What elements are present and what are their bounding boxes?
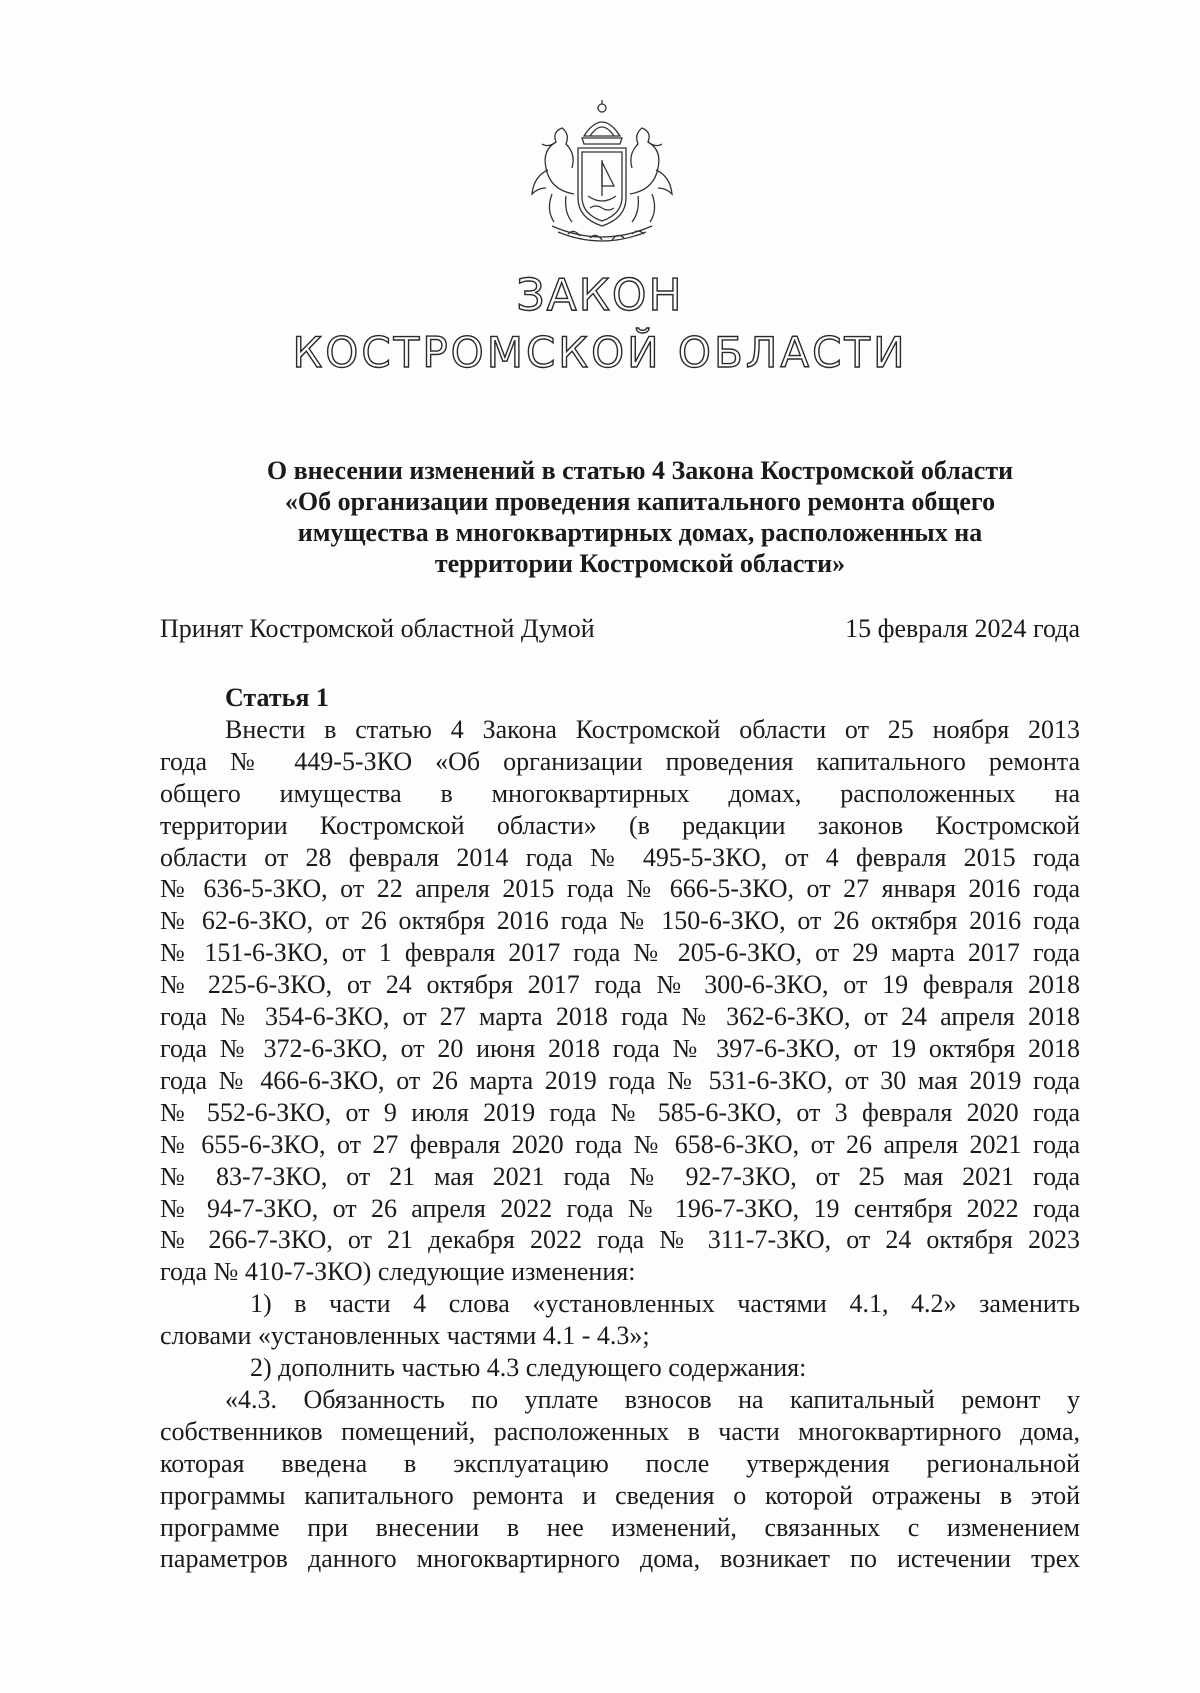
law-subject bbox=[200, 455, 1080, 579]
article-heading: Статья 1 bbox=[225, 683, 329, 712]
body-line: № 62-6-ЗКО, от 26 октября 2016 года № 150-6-ЗКО, от 26 октября 2016 года bbox=[160, 906, 1080, 936]
body-line: области от 28 февраля 2014 года № 495-5-ЗКО, от 4 февраля 2015 года bbox=[160, 842, 1080, 872]
subject-line: имущества в многоквартирных домах, расположенных на bbox=[297, 518, 983, 547]
body-line: года № 449-5-ЗКО «Об организации проведения капитального ремонта bbox=[160, 746, 1080, 776]
body-line: года № 410-7-ЗКО) следующие изменения: bbox=[160, 1257, 636, 1287]
quote-line: параметров данного многоквартирного дома, возникает по истечении трех bbox=[160, 1544, 1080, 1574]
body-line: территории Костромской области» (в редакции законов Костромской bbox=[160, 810, 1080, 840]
amendment-item-1-cont: словами «установленных частями 4.1 - 4.3»; bbox=[160, 1321, 650, 1351]
quote-line: которая введена в эксплуатацию после утверждения региональной bbox=[160, 1448, 1080, 1478]
body-line: № 266-7-ЗКО, от 21 декабря 2022 года № 311-7-ЗКО, от 24 октября 2023 bbox=[160, 1225, 1080, 1255]
subject-line: территории Костромской области» bbox=[434, 549, 846, 578]
quote-line: собственников помещений, расположенных в части многоквартирного дома, bbox=[160, 1416, 1080, 1446]
body-line: Внести в статью 4 Закона Костромской области от 25 ноября 2013 bbox=[225, 714, 1080, 744]
body-line: года № 466-6-ЗКО, от 26 марта 2019 года № 531-6-ЗКО, от 30 мая 2019 года bbox=[160, 1065, 1080, 1095]
quote-line: программе при внесении в нее изменений, связанных с изменением bbox=[160, 1512, 1080, 1542]
body-line: № 83-7-ЗКО, от 21 мая 2021 года № 92-7-ЗКО, от 25 мая 2021 года bbox=[160, 1161, 1080, 1191]
body-line: общего имущества в многоквартирных домах, расположенных на bbox=[160, 778, 1080, 808]
body-line: года № 372-6-ЗКО, от 20 июня 2018 года № 397-6-ЗКО, от 19 октября 2018 bbox=[160, 1033, 1080, 1063]
law-title: ЗАКОН bbox=[516, 270, 684, 321]
quote-line: «4.3. Обязанность по уплате взносов на капитальный ремонт у bbox=[225, 1384, 1080, 1414]
body-line: № 225-6-ЗКО, от 24 октября 2017 года № 300-6-ЗКО, от 19 февраля 2018 bbox=[160, 970, 1080, 1000]
adoption-label: Принят Костромской областной Думой bbox=[160, 614, 595, 643]
article-body bbox=[160, 682, 1080, 1575]
body-line: № 636-5-ЗКО, от 22 апреля 2015 года № 666-5-ЗКО, от 27 января 2016 года bbox=[160, 874, 1080, 904]
body-line: года № 354-6-ЗКО, от 27 марта 2018 года № 362-6-ЗКО, от 24 апреля 2018 bbox=[160, 1002, 1080, 1032]
adoption-row bbox=[160, 613, 1080, 644]
subject-line: О внесении изменений в статью 4 Закона Костромской области bbox=[266, 456, 1014, 485]
subject-line: «Об организации проведения капитального ремонта общего bbox=[284, 487, 996, 516]
amendment-item-1: 1) в части 4 слова «установленных частями 4.1, 4.2» заменить bbox=[250, 1289, 1080, 1319]
quote-line: программы капитального ремонта и сведения о которой отражены в этой bbox=[160, 1480, 1080, 1510]
adoption-date: 15 февраля 2024 года bbox=[845, 614, 1080, 643]
region-title: КОСТРОМСКОЙ ОБЛАСТИ bbox=[292, 328, 908, 377]
amendment-item-2: 2) дополнить частью 4.3 следующего содержания: bbox=[250, 1353, 807, 1383]
body-line: № 94-7-ЗКО, от 26 апреля 2022 года № 196-7-ЗКО, 19 сентября 2022 года bbox=[160, 1193, 1080, 1223]
body-line: № 151-6-ЗКО, от 1 февраля 2017 года № 205-6-ЗКО, от 29 марта 2017 года bbox=[160, 938, 1080, 968]
coat-of-arms-emblem bbox=[512, 98, 692, 248]
body-line: № 655-6-ЗКО, от 27 февраля 2020 года № 658-6-ЗКО, от 26 апреля 2021 года bbox=[160, 1129, 1080, 1159]
body-line: № 552-6-ЗКО, от 9 июля 2019 года № 585-6-ЗКО, от 3 февраля 2020 года bbox=[160, 1097, 1080, 1127]
